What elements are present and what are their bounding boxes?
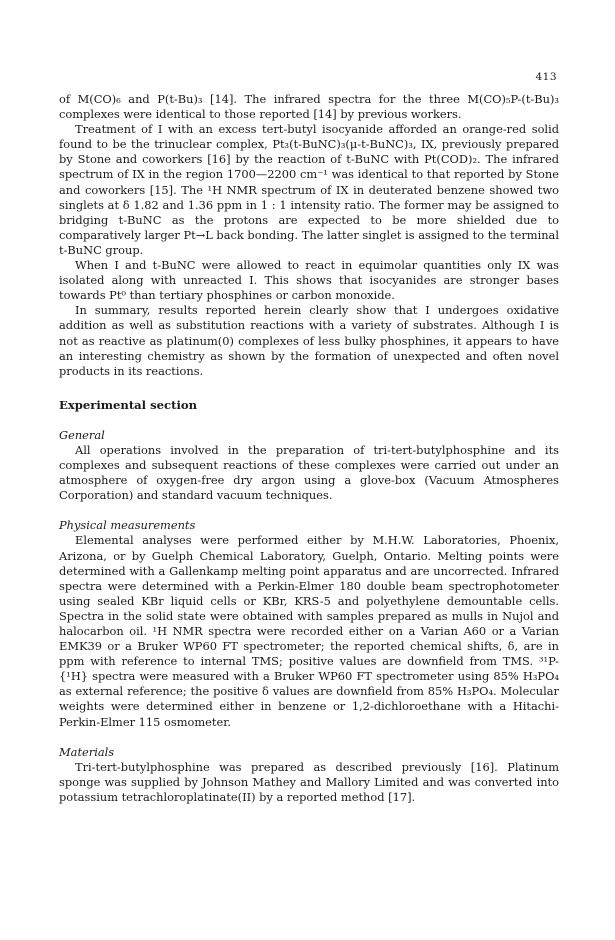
physical-measurements-paragraph: Elemental analyses were performed either by M.H.W. Laboratories, Phoenix, Arizona, or by Guelph Chemical Laboratory, Guelph, Ontario. Melting points were determined with a Gallenkamp melting point apparatus and are uncorrected. Infrared spectra were determined with a Perkin-Elmer 180 double beam spectrophotometer using sealed KBr liquid cells or KBr, KRS-5 and polyethylene demountable cells. Spectra in the solid state were obtained with samples prepared as mulls in Nujol and halocarbon oil. ¹H NMR spectra were recorded either on a Varian A60 or a Varian EMK39 or a Bruker WP60 FT spectrometer; the reported chemical shifts, δ, are in ppm with reference to internal TMS; positive values are downfield from TMS. ³¹P-{¹H} spectra were measured with a Bruker WP60 FT spectrometer using 85% H₃PO₄ as external reference; the positive δ values are downfield from 85% H₃PO₄. Molecular weights were determined either in benzene or 1,2-dichloroethane with a Hitachi-Perkin-Elmer 115 osmometer. bbox=[59, 533, 559, 729]
intro-paragraph-2: Treatment of I with an excess tert-butyl isocyanide afforded an orange-red solid found to be the trinuclear complex, Pt₃(t-BuNC)₃(μ-t-BuNC)₃, IX, previously prepared by Stone and coworkers [16] by the reaction of t-BuNC with Pt(COD)₂. The infrared spectrum of IX in the region 1700—2200 cm⁻¹ was identical to that reported by Stone and coworkers [15]. The ¹H NMR spectrum of IX in deuterated benzene showed two singlets at δ 1.82 and 1.36 ppm in 1 : 1 intensity ratio. The former may be assigned to bridging t-BuNC as the protons are expected to be more shielded due to comparatively larger Pt→L back bonding. The latter singlet is assigned to the terminal t-BuNC group. bbox=[59, 122, 559, 257]
intro-paragraph-4: In summary, results reported herein clearly show that I undergoes oxidative addition as well as substitution reactions with a variety of substrates. Although I is not as reactive as platinum(0) complexes of less bulky phosphines, it appears to have an interesting chemistry as shown by the formation of unexpected and often novel products in its reactions. bbox=[59, 303, 559, 378]
section-heading-experimental: Experimental section bbox=[59, 397, 198, 412]
subsection-heading-general: General bbox=[59, 427, 105, 442]
intro-paragraph-3: When I and t-BuNC were allowed to react in equimolar quantities only IX was isolated along with unreacted I. This shows that isocyanides are stronger bases towards Pt⁰ than tertiary phosphines or carbon monoxide. bbox=[59, 258, 559, 303]
page-number: 413 bbox=[535, 71, 557, 83]
page-body bbox=[59, 92, 559, 805]
intro-paragraph-1: of M(CO)₆ and P(t-Bu)₃ [14]. The infrared spectra for the three M(CO)₅P-(t-Bu)₃ complexes were identical to those reported [14] by previous workers. bbox=[59, 92, 559, 122]
subsection-heading-physical-measurements: Physical measurements bbox=[59, 518, 196, 533]
general-paragraph: All operations involved in the preparation of tri-tert-butylphosphine and its complexes and subsequent reactions of these complexes were carried out under an atmosphere of oxygen-free dry argon using a glove-box (Vacuum Atmospheres Corporation) and standard vacuum techniques. bbox=[59, 442, 559, 503]
materials-paragraph: Tri-tert-butylphosphine was prepared as described previously [16]. Platinum sponge was supplied by Johnson Mathey and Mallory Limited and was converted into potassium tetrachloroplatinate(II) by a reported method [17]. bbox=[59, 759, 559, 804]
subsection-heading-materials: Materials bbox=[59, 744, 115, 759]
